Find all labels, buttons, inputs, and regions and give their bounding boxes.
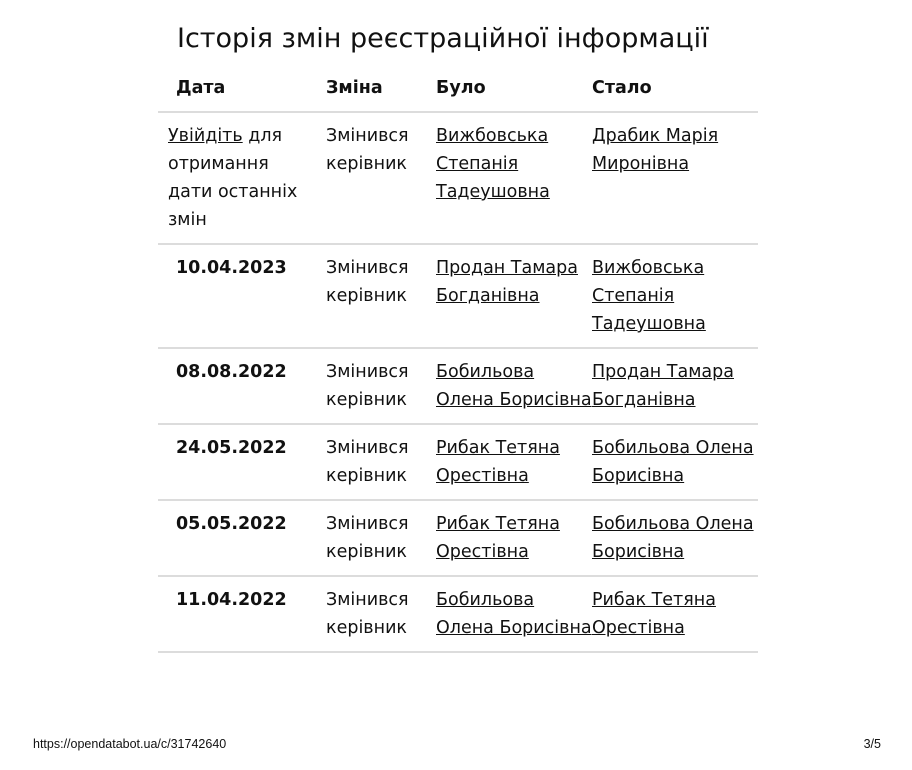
after-cell bbox=[592, 244, 758, 348]
person-link-after[interactable]: Бобильова Олена Борисівна bbox=[592, 438, 754, 486]
table-row bbox=[158, 424, 758, 500]
login-prompt-text: для отримання дати останніх змін bbox=[168, 126, 298, 230]
login-prompt-cell bbox=[158, 112, 326, 244]
header-date: Дата bbox=[158, 66, 326, 112]
person-link-before[interactable]: Рибак Тетяна Орестівна bbox=[436, 438, 560, 486]
date-cell: 05.05.2022 bbox=[158, 500, 326, 576]
footer-url: https://opendatabot.ua/c/31742640 bbox=[33, 737, 227, 751]
before-cell bbox=[436, 424, 592, 500]
change-cell: Змінився керівник bbox=[326, 112, 436, 244]
date-cell: 08.08.2022 bbox=[158, 348, 326, 424]
after-cell bbox=[592, 576, 758, 652]
table-row bbox=[158, 500, 758, 576]
table-row bbox=[158, 576, 758, 652]
person-link-after[interactable]: Вижбовська Степанія Тадеушовна bbox=[592, 258, 706, 334]
change-cell: Змінився керівник bbox=[326, 244, 436, 348]
person-link-after[interactable]: Бобильова Олена Борисівна bbox=[592, 514, 754, 562]
header-change: Зміна bbox=[326, 66, 436, 112]
header-before: Було bbox=[436, 66, 592, 112]
person-link-before[interactable]: Продан Тамара Богданівна bbox=[436, 258, 578, 306]
person-link-before[interactable]: Вижбовська Степанія Тадеушовна bbox=[436, 126, 550, 202]
after-cell bbox=[592, 424, 758, 500]
table-row bbox=[158, 348, 758, 424]
page-title: Історія змін реєстраційної інформації bbox=[177, 23, 709, 54]
change-cell: Змінився керівник bbox=[326, 500, 436, 576]
before-cell bbox=[436, 500, 592, 576]
table-row bbox=[158, 244, 758, 348]
after-cell bbox=[592, 112, 758, 244]
login-link[interactable]: Увійдіть bbox=[168, 126, 243, 146]
date-cell: 10.04.2023 bbox=[158, 244, 326, 348]
date-cell: 11.04.2022 bbox=[158, 576, 326, 652]
history-table bbox=[158, 66, 758, 653]
date-cell: 24.05.2022 bbox=[158, 424, 326, 500]
footer-page-number: 3/5 bbox=[863, 737, 881, 751]
table-row bbox=[158, 112, 758, 244]
person-link-before[interactable]: Бобильова Олена Борисівна bbox=[436, 590, 592, 638]
change-cell: Змінився керівник bbox=[326, 348, 436, 424]
before-cell bbox=[436, 576, 592, 652]
after-cell bbox=[592, 500, 758, 576]
person-link-after[interactable]: Продан Тамара Богданівна bbox=[592, 362, 734, 410]
table-header-row bbox=[158, 66, 758, 112]
person-link-after[interactable]: Драбик Марія Миронівна bbox=[592, 126, 719, 174]
change-cell: Змінився керівник bbox=[326, 576, 436, 652]
before-cell bbox=[436, 348, 592, 424]
change-cell: Змінився керівник bbox=[326, 424, 436, 500]
after-cell bbox=[592, 348, 758, 424]
person-link-after[interactable]: Рибак Тетяна Орестівна bbox=[592, 590, 716, 638]
person-link-before[interactable]: Рибак Тетяна Орестівна bbox=[436, 514, 560, 562]
before-cell bbox=[436, 244, 592, 348]
person-link-before[interactable]: Бобильова Олена Борисівна bbox=[436, 362, 592, 410]
header-after: Стало bbox=[592, 66, 758, 112]
before-cell bbox=[436, 112, 592, 244]
